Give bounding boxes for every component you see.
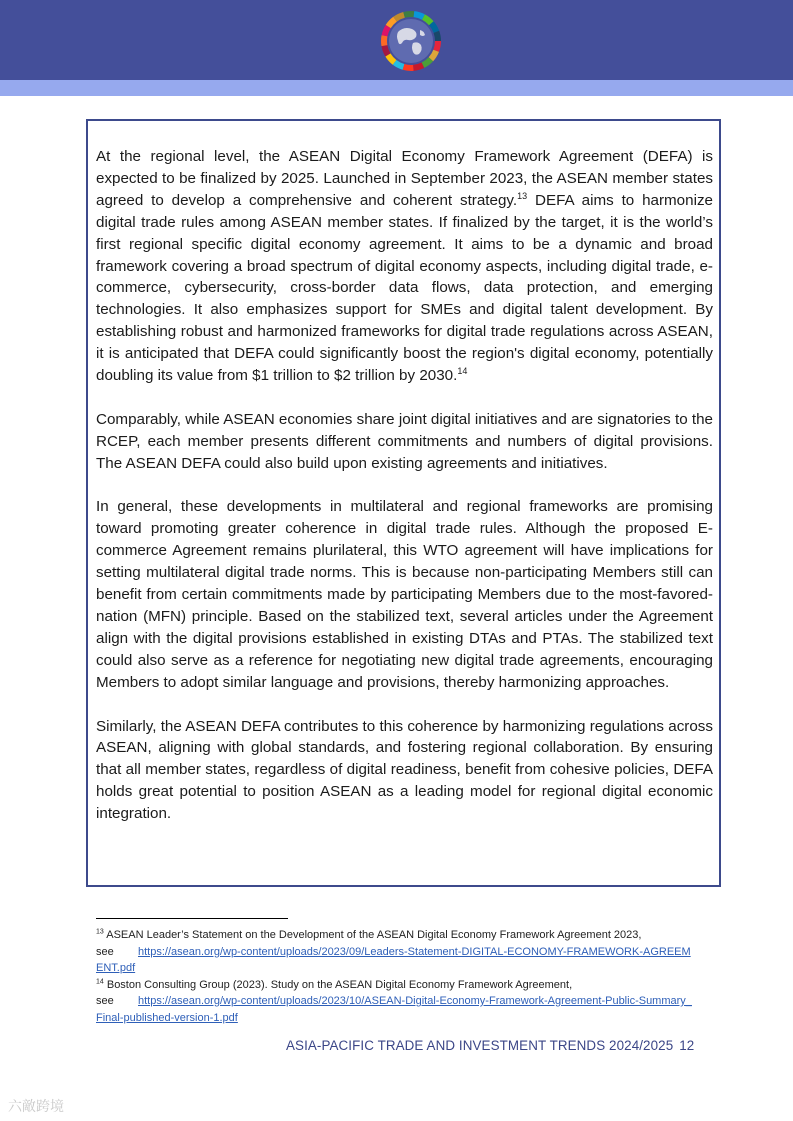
paragraph-comparably: Comparably, while ASEAN economies share joint digital initiatives and are signatories to the RCEP, each member presents different commitments and numbers of digital provisions. The ASEAN DEFA could also build upon existing agreements and initiatives.	[96, 410, 713, 472]
paragraph-text: DEFA aims to harmonize digital trade rules among ASEAN member states. If finalized by the target, it is the world’s first regional specific digital economy agreement. It aims to be a dynamic and broad framework covering a broad spectrum of digital economy aspects, including digital trade, e-commerce, cybersecurity, cross-border data flows, data protection, and emerging technologies. It also emphasizes support for SMEs and digital talent development. By establishing robust and harmonized frameworks for digital trade regulations across ASEAN, it is anticipated that DEFA could significantly boost the region's digital economy, potentially doubling its value from $1 trillion to $2 trillion by 2030.	[96, 191, 713, 385]
footer-title: ASIA-PACIFIC TRADE AND INVESTMENT TRENDS 2024/2025	[286, 1038, 674, 1053]
paragraph-similarly: Similarly, the ASEAN DEFA contributes to this coherence by harmonizing regulations across ASEAN, aligning with global standards, and fostering regional collaboration. By ensuring that all member states, regardless of digital readiness, benefit from cohesive policies, DEFA holds great potential to position ASEAN as a leading model for regional digital economic integration.	[96, 717, 713, 823]
paragraph-defa-intro	[96, 146, 713, 387]
footnote-text: ASEAN Leader’s Statement on the Development of the ASEAN Digital Economy Framework Agreement 2023,	[103, 929, 642, 941]
header-stripe	[0, 80, 793, 96]
page-footer	[286, 1038, 694, 1053]
footnote-divider	[96, 918, 288, 919]
footnote-ref-13[interactable]: 13	[517, 190, 528, 201]
footnotes	[96, 927, 697, 1026]
footnote-number: 14	[96, 977, 104, 985]
content-box	[86, 119, 721, 887]
footnote-14	[96, 977, 697, 1027]
watermark: 六敵跨境	[8, 1098, 64, 1114]
globe-emblem-icon	[380, 10, 442, 72]
page-number: 12	[679, 1038, 695, 1053]
footnote-13	[96, 927, 697, 977]
footnote-link-13[interactable]: https://asean.org/wp-content/uploads/2023/09/Leaders-Statement-DIGITAL-ECONOMY-FRAMEWORK-AGREEMENT.pdf	[96, 945, 691, 974]
paragraph-text: At the regional level, the ASEAN Digital Economy Framework Agreement (DEFA) is expected to be finalized by 2025. Launched in September 2023, the ASEAN member states agreed to develop a comprehensive and coherent strategy.	[96, 148, 713, 209]
paragraph-in-general: In general, these developments in multilateral and regional frameworks are promising toward promoting greater coherence in digital trade rules. Although the proposed E-commerce Agreement remains plurilateral, this WTO agreement will have implications for setting multilateral digital trade norms. This is because non-participating Members still can benefit from certain commitments made by participating Members due to the most-favored-nation (MFN) principle. Based on the stabilized text, several articles under the Agreement align with the digital provisions established in existing DTAs and PTAs. The stabilized text could also serve as a reference for negotiating new digital trade agreements, encouraging Members to adopt similar language and provisions, thereby harmonizing approaches.	[96, 498, 713, 691]
footnote-see: see	[96, 995, 114, 1007]
footnote-ref-14[interactable]: 14	[457, 366, 468, 376]
footnote-number: 13	[96, 928, 104, 936]
footnote-see: see	[96, 945, 114, 958]
footnote-text: Boston Consulting Group (2023). Study on the ASEAN Digital Economy Framework Agreement,	[103, 978, 573, 991]
footnote-link-14[interactable]: https://asean.org/wp-content/uploads/2023/10/ASEAN-Digital-Economy-Framework-Agreement-Public-Summary_Final-published-version-1.pdf	[96, 995, 692, 1024]
